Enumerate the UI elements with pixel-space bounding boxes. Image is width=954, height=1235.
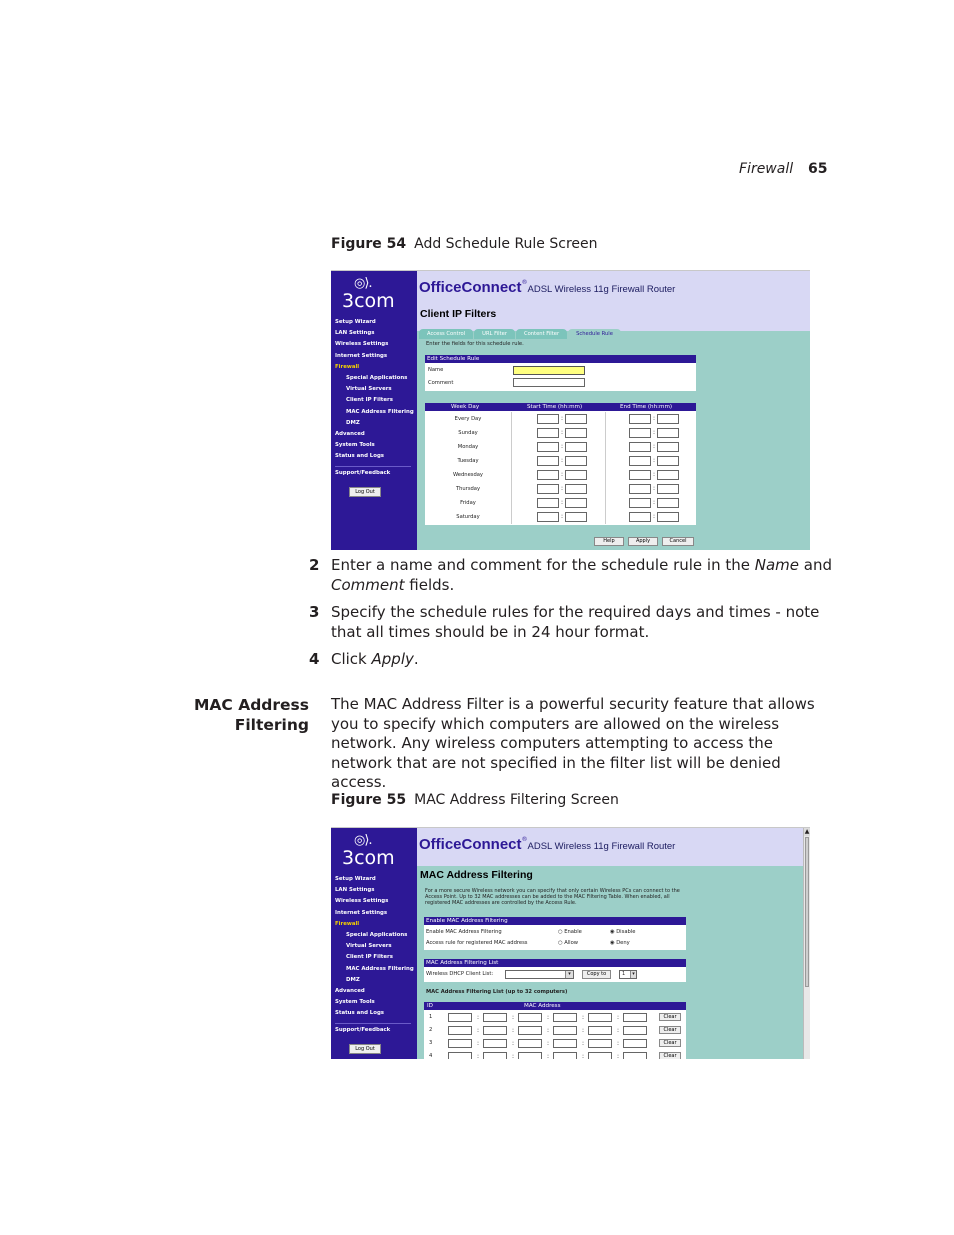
nav-divider — [335, 1023, 411, 1024]
end-colon: : — [653, 499, 656, 506]
end-colon: : — [653, 471, 656, 478]
mac-row-id: 3 — [429, 1040, 433, 1046]
day-row — [425, 454, 696, 468]
mac-row — [424, 1011, 686, 1024]
clear-button[interactable]: Clear — [659, 1026, 681, 1034]
mac-colon: : — [512, 1014, 515, 1021]
mac-colon: : — [617, 1053, 620, 1059]
column-divider — [511, 454, 512, 468]
day-label: Thursday — [455, 486, 481, 492]
mac-octet-input[interactable] — [518, 1052, 542, 1059]
help-button[interactable]: Help — [594, 537, 624, 546]
brand-officeconnect: OfficeConnect — [419, 836, 522, 853]
mac-colon: : — [477, 1027, 480, 1034]
step-4-text: Click Apply. — [331, 650, 419, 668]
logo-mark: ◎⟩. — [354, 276, 372, 291]
mac-colon: : — [617, 1027, 620, 1034]
enable-mac-filter-header: Enable MAC Address Filtering — [424, 917, 686, 925]
schedule-instruction: Enter the fields for this schedule rule. — [426, 341, 524, 347]
nav-wireless-settings[interactable]: Wireless Settings — [335, 341, 389, 348]
nav-special-applications[interactable]: Special Applications — [346, 375, 408, 382]
3com-logo — [342, 834, 402, 868]
mac-colon: : — [617, 1014, 620, 1021]
mac-filter-list-table — [424, 959, 686, 982]
column-divider — [605, 468, 606, 482]
logout-button[interactable]: Log Out — [349, 1044, 381, 1054]
start-hour-input[interactable] — [537, 442, 559, 452]
column-divider — [605, 496, 606, 510]
start-minute-input[interactable] — [565, 498, 587, 508]
nav-lan-settings[interactable]: LAN Settings — [335, 330, 375, 337]
end-colon: : — [653, 513, 656, 520]
day-row — [425, 440, 696, 454]
mac-colon: : — [547, 1027, 550, 1034]
mac-octet-input[interactable] — [553, 1039, 577, 1048]
tab-url-filter[interactable]: URL Filter — [474, 329, 515, 339]
brand-officeconnect: OfficeConnect — [419, 279, 522, 296]
step-2-text: Enter a name and comment for the schedule rule in the Name and Comment fields. — [331, 556, 833, 594]
logo-word: 3com — [342, 847, 395, 869]
start-colon: : — [561, 457, 564, 464]
nav-status-and-logs[interactable]: Status and Logs — [335, 453, 385, 460]
comment-input[interactable] — [513, 378, 585, 387]
edit-schedule-rule-header: Edit Schedule Rule — [425, 355, 696, 363]
nav-virtual-servers[interactable]: Virtual Servers — [346, 943, 392, 950]
column-divider — [605, 412, 606, 426]
mac-octet-input[interactable] — [483, 1026, 507, 1035]
end-colon: : — [653, 429, 656, 436]
start-colon: : — [561, 443, 564, 450]
top-banner — [417, 828, 803, 866]
column-divider — [511, 510, 512, 524]
mac-colon: : — [512, 1053, 515, 1059]
week-schedule-table — [425, 403, 696, 525]
clear-button[interactable]: Clear — [659, 1052, 681, 1059]
3com-logo — [342, 277, 402, 311]
start-minute-input[interactable] — [565, 512, 587, 522]
mac-octet-input[interactable] — [518, 1026, 542, 1035]
figure-55-number: Figure 55 — [331, 792, 407, 808]
figure-55-screenshot — [331, 827, 810, 1059]
nav-status-and-logs[interactable]: Status and Logs — [335, 1010, 385, 1017]
mac-colon: : — [477, 1014, 480, 1021]
day-row — [425, 412, 696, 426]
mac-list-caption: MAC Address Filtering List (up to 32 computers) — [426, 989, 568, 995]
nav-special-applications[interactable]: Special Applications — [346, 932, 408, 939]
mac-colon: : — [477, 1053, 480, 1059]
mac-octet-input[interactable] — [448, 1052, 472, 1059]
figure-54-screenshot — [331, 270, 810, 550]
mac-colon: : — [547, 1014, 550, 1021]
mac-octet-input[interactable] — [518, 1039, 542, 1048]
mac-colon: : — [582, 1014, 585, 1021]
step-3-number: 3 — [309, 603, 320, 621]
mac-colon: : — [617, 1040, 620, 1047]
copy-to-select[interactable]: 1 ▾ — [619, 970, 637, 979]
page-title: Client IP Filters — [420, 308, 497, 320]
day-label: Sunday — [458, 430, 478, 436]
copy-to-button[interactable]: Copy to — [582, 970, 611, 979]
mac-address-table — [424, 1002, 686, 1059]
step-2-number: 2 — [309, 556, 320, 574]
dropdown-arrow-icon: ▾ — [630, 971, 636, 978]
end-hour-input[interactable] — [629, 442, 651, 452]
mac-address-table-header — [424, 1002, 686, 1010]
brand-product: ADSL Wireless 11g Firewall Router — [527, 841, 676, 852]
end-minute-input[interactable] — [657, 442, 679, 452]
day-label: Tuesday — [457, 458, 479, 464]
nav-mac-address-filtering[interactable]: MAC Address Filtering — [346, 408, 414, 415]
apply-button[interactable]: Apply — [628, 537, 658, 546]
section-heading: MAC Address Filtering — [194, 696, 309, 734]
mac-octet-input[interactable] — [588, 1052, 612, 1059]
end-colon: : — [653, 415, 656, 422]
nav-wireless-settings[interactable]: Wireless Settings — [335, 898, 389, 905]
brand-title — [419, 279, 675, 296]
start-colon: : — [561, 513, 564, 520]
mac-octet-input[interactable] — [553, 1026, 577, 1035]
figure-54-caption — [331, 236, 598, 252]
nav-advanced[interactable]: Advanced — [335, 431, 365, 438]
nav-dmz[interactable]: DMZ — [346, 976, 360, 983]
mac-row-id: 2 — [429, 1027, 433, 1033]
start-colon: : — [561, 415, 564, 422]
sidebar — [331, 271, 417, 550]
start-hour-input[interactable] — [537, 470, 559, 480]
mac-colon: : — [477, 1040, 480, 1047]
start-minute-input[interactable] — [565, 428, 587, 438]
column-divider — [511, 468, 512, 482]
clear-button[interactable]: Clear — [659, 1013, 681, 1021]
start-minute-input[interactable] — [565, 484, 587, 494]
day-label: Every Day — [454, 416, 482, 422]
mac-filter-intro: For a more secure Wireless network you can specify that only certain Wireless PCs can connect to the Access Point. Up to 32 MAC addresses can be added to the MAC Filtering Table. When enabled, all registered MAC addresses are controlled by the Access Rule. — [425, 888, 680, 906]
page-title: MAC Address Filtering — [420, 869, 533, 881]
mac-octet-input[interactable] — [588, 1013, 612, 1022]
mac-row-id: 4 — [429, 1053, 433, 1059]
sidebar-nav — [335, 317, 417, 479]
nav-support-feedback[interactable]: Support/Feedback — [335, 1026, 391, 1033]
day-row — [425, 482, 696, 496]
step-4-number: 4 — [309, 650, 320, 668]
tab-bar — [419, 320, 622, 337]
start-hour-input[interactable] — [537, 414, 559, 424]
mac-row — [424, 1050, 686, 1059]
column-divider — [511, 412, 512, 426]
brand-title — [419, 836, 675, 853]
mac-octet-input[interactable] — [518, 1013, 542, 1022]
nav-advanced[interactable]: Advanced — [335, 988, 365, 995]
sidebar — [331, 828, 417, 1059]
mac-octet-input[interactable] — [448, 1026, 472, 1035]
figure-54-title: Add Schedule Rule Screen — [414, 236, 598, 252]
start-colon: : — [561, 471, 564, 478]
enable-mac-filter-table — [424, 917, 686, 950]
start-colon: : — [561, 429, 564, 436]
column-divider — [605, 454, 606, 468]
top-banner — [417, 271, 810, 337]
end-minute-input[interactable] — [657, 512, 679, 522]
col-week-day: Week Day — [451, 404, 480, 410]
running-header-section: Firewall — [739, 161, 794, 177]
mac-octet-input[interactable] — [623, 1052, 647, 1059]
step-3-text: Specify the schedule rules for the required days and times - note that all times should be in 24 hour format. — [331, 603, 820, 641]
nav-system-tools[interactable]: System Tools — [335, 999, 375, 1006]
mac-colon: : — [512, 1040, 515, 1047]
mac-octet-input[interactable] — [623, 1026, 647, 1035]
day-row — [425, 468, 696, 482]
start-hour-input[interactable] — [537, 512, 559, 522]
week-schedule-header — [425, 403, 696, 411]
disable-radio[interactable]: ◉ Disable — [610, 929, 636, 935]
day-label: Monday — [457, 444, 479, 450]
end-hour-input[interactable] — [629, 428, 651, 438]
nav-support-feedback[interactable]: Support/Feedback — [335, 469, 391, 476]
end-minute-input[interactable] — [657, 456, 679, 466]
nav-internet-settings[interactable]: Internet Settings — [335, 909, 388, 916]
start-minute-input[interactable] — [565, 456, 587, 466]
nav-setup-wizard[interactable]: Setup Wizard — [335, 876, 376, 882]
start-hour-input[interactable] — [537, 498, 559, 508]
mac-octet-input[interactable] — [588, 1026, 612, 1035]
nav-setup-wizard[interactable]: Setup Wizard — [335, 319, 376, 325]
nav-mac-address-filtering[interactable]: MAC Address Filtering — [346, 965, 414, 972]
sidebar-nav — [335, 874, 417, 1036]
mac-row-id: 1 — [429, 1014, 433, 1020]
mac-colon: : — [547, 1040, 550, 1047]
mac-colon: : — [582, 1027, 585, 1034]
clear-button[interactable]: Clear — [659, 1039, 681, 1047]
column-divider — [605, 440, 606, 454]
day-row — [425, 496, 696, 510]
dropdown-arrow-icon: ▾ — [565, 971, 573, 978]
end-colon: : — [653, 443, 656, 450]
brand-registered: ® — [521, 836, 528, 843]
figure-55-title: MAC Address Filtering Screen — [414, 792, 619, 808]
mac-colon: : — [512, 1027, 515, 1034]
mac-colon: : — [582, 1040, 585, 1047]
end-hour-input[interactable] — [629, 470, 651, 480]
cancel-button[interactable]: Cancel — [662, 537, 694, 546]
end-hour-input[interactable] — [629, 484, 651, 494]
start-minute-input[interactable] — [565, 442, 587, 452]
dhcp-client-label: Wireless DHCP Client List: — [426, 971, 494, 977]
nav-firewall[interactable]: Firewall — [335, 363, 360, 370]
end-hour-input[interactable] — [629, 512, 651, 522]
deny-radio[interactable]: ◉ Deny — [610, 940, 630, 946]
page-number: 65 — [808, 161, 828, 177]
day-label: Saturday — [456, 514, 480, 520]
column-divider — [511, 426, 512, 440]
allow-radio[interactable]: ○ Allow — [558, 940, 579, 946]
mac-octet-input[interactable] — [483, 1039, 507, 1048]
mac-octet-input[interactable] — [483, 1013, 507, 1022]
nav-virtual-servers[interactable]: Virtual Servers — [346, 386, 392, 393]
access-rule-label: Access rule for registered MAC address — [426, 940, 528, 946]
edit-schedule-rule-table — [425, 355, 696, 391]
mac-octet-input[interactable] — [553, 1013, 577, 1022]
mac-row — [424, 1024, 686, 1037]
nav-divider — [335, 466, 411, 467]
figure-55-caption — [331, 792, 619, 808]
nav-client-ip-filters[interactable]: Client IP Filters — [346, 397, 393, 404]
enable-mac-filter-label: Enable MAC Address Filtering — [426, 929, 502, 935]
start-colon: : — [561, 499, 564, 506]
mac-octet-input[interactable] — [483, 1052, 507, 1059]
mac-octet-input[interactable] — [623, 1039, 647, 1048]
nav-dmz[interactable]: DMZ — [346, 419, 360, 426]
start-hour-input[interactable] — [537, 428, 559, 438]
end-hour-input[interactable] — [629, 414, 651, 424]
end-hour-input[interactable] — [629, 456, 651, 466]
end-minute-input[interactable] — [657, 414, 679, 424]
vertical-scrollbar[interactable] — [803, 828, 810, 1059]
tab-access-control[interactable]: Access Control — [419, 329, 473, 339]
mac-octet-input[interactable] — [588, 1039, 612, 1048]
dhcp-client-select[interactable] — [505, 970, 574, 979]
column-divider — [511, 482, 512, 496]
day-label: Friday — [460, 500, 476, 506]
day-row — [425, 426, 696, 440]
scrollbar-thumb[interactable] — [805, 837, 809, 987]
start-minute-input[interactable] — [565, 414, 587, 424]
tab-content-filter[interactable]: Content Filter — [516, 329, 567, 339]
day-label: Wednesday — [452, 472, 484, 478]
end-colon: : — [653, 485, 656, 492]
nav-system-tools[interactable]: System Tools — [335, 442, 375, 449]
day-row — [425, 510, 696, 524]
column-divider — [605, 426, 606, 440]
mac-octet-input[interactable] — [553, 1052, 577, 1059]
mac-octet-input[interactable] — [448, 1013, 472, 1022]
start-hour-input[interactable] — [537, 456, 559, 466]
tab-schedule-rule[interactable]: Schedule Rule — [568, 329, 621, 339]
start-colon: : — [561, 485, 564, 492]
end-hour-input[interactable] — [629, 498, 651, 508]
brand-product: ADSL Wireless 11g Firewall Router — [527, 284, 676, 295]
comment-label: Comment — [428, 380, 454, 386]
col-id: ID — [427, 1003, 433, 1009]
nav-lan-settings[interactable]: LAN Settings — [335, 887, 375, 894]
logout-button[interactable]: Log Out — [349, 487, 381, 497]
brand-registered: ® — [521, 279, 528, 286]
end-minute-input[interactable] — [657, 428, 679, 438]
nav-firewall[interactable]: Firewall — [335, 920, 360, 927]
col-end-time: End Time (hh:mm) — [620, 404, 673, 410]
logo-mark: ◎⟩. — [354, 833, 372, 848]
mac-octet-input[interactable] — [623, 1013, 647, 1022]
column-divider — [605, 482, 606, 496]
column-divider — [605, 510, 606, 524]
end-minute-input[interactable] — [657, 498, 679, 508]
mac-row — [424, 1037, 686, 1050]
scroll-up-icon[interactable]: ▲ — [804, 828, 810, 835]
column-divider — [511, 440, 512, 454]
col-start-time: Start Time (hh:mm) — [527, 404, 583, 410]
end-minute-input[interactable] — [657, 484, 679, 494]
mac-colon: : — [547, 1053, 550, 1059]
nav-internet-settings[interactable]: Internet Settings — [335, 352, 388, 359]
section-body: The MAC Address Filter is a powerful security feature that allows you to specify which computers are allowed on the wireless network. Any wireless computers attempting to access the network that are not specified in the filter list will be denied access. — [331, 695, 815, 792]
enable-radio[interactable]: ○ Enable — [558, 929, 582, 935]
nav-client-ip-filters[interactable]: Client IP Filters — [346, 954, 393, 961]
start-minute-input[interactable] — [565, 470, 587, 480]
mac-colon: : — [582, 1053, 585, 1059]
figure-54-number: Figure 54 — [331, 236, 407, 252]
name-label: Name — [428, 367, 444, 373]
mac-octet-input[interactable] — [448, 1039, 472, 1048]
logo-word: 3com — [342, 290, 395, 312]
name-input[interactable] — [513, 366, 585, 375]
end-colon: : — [653, 457, 656, 464]
column-divider — [511, 496, 512, 510]
start-hour-input[interactable] — [537, 484, 559, 494]
end-minute-input[interactable] — [657, 470, 679, 480]
mac-filter-list-header: MAC Address Filtering List — [424, 959, 686, 967]
col-mac-address: MAC Address — [524, 1003, 561, 1009]
